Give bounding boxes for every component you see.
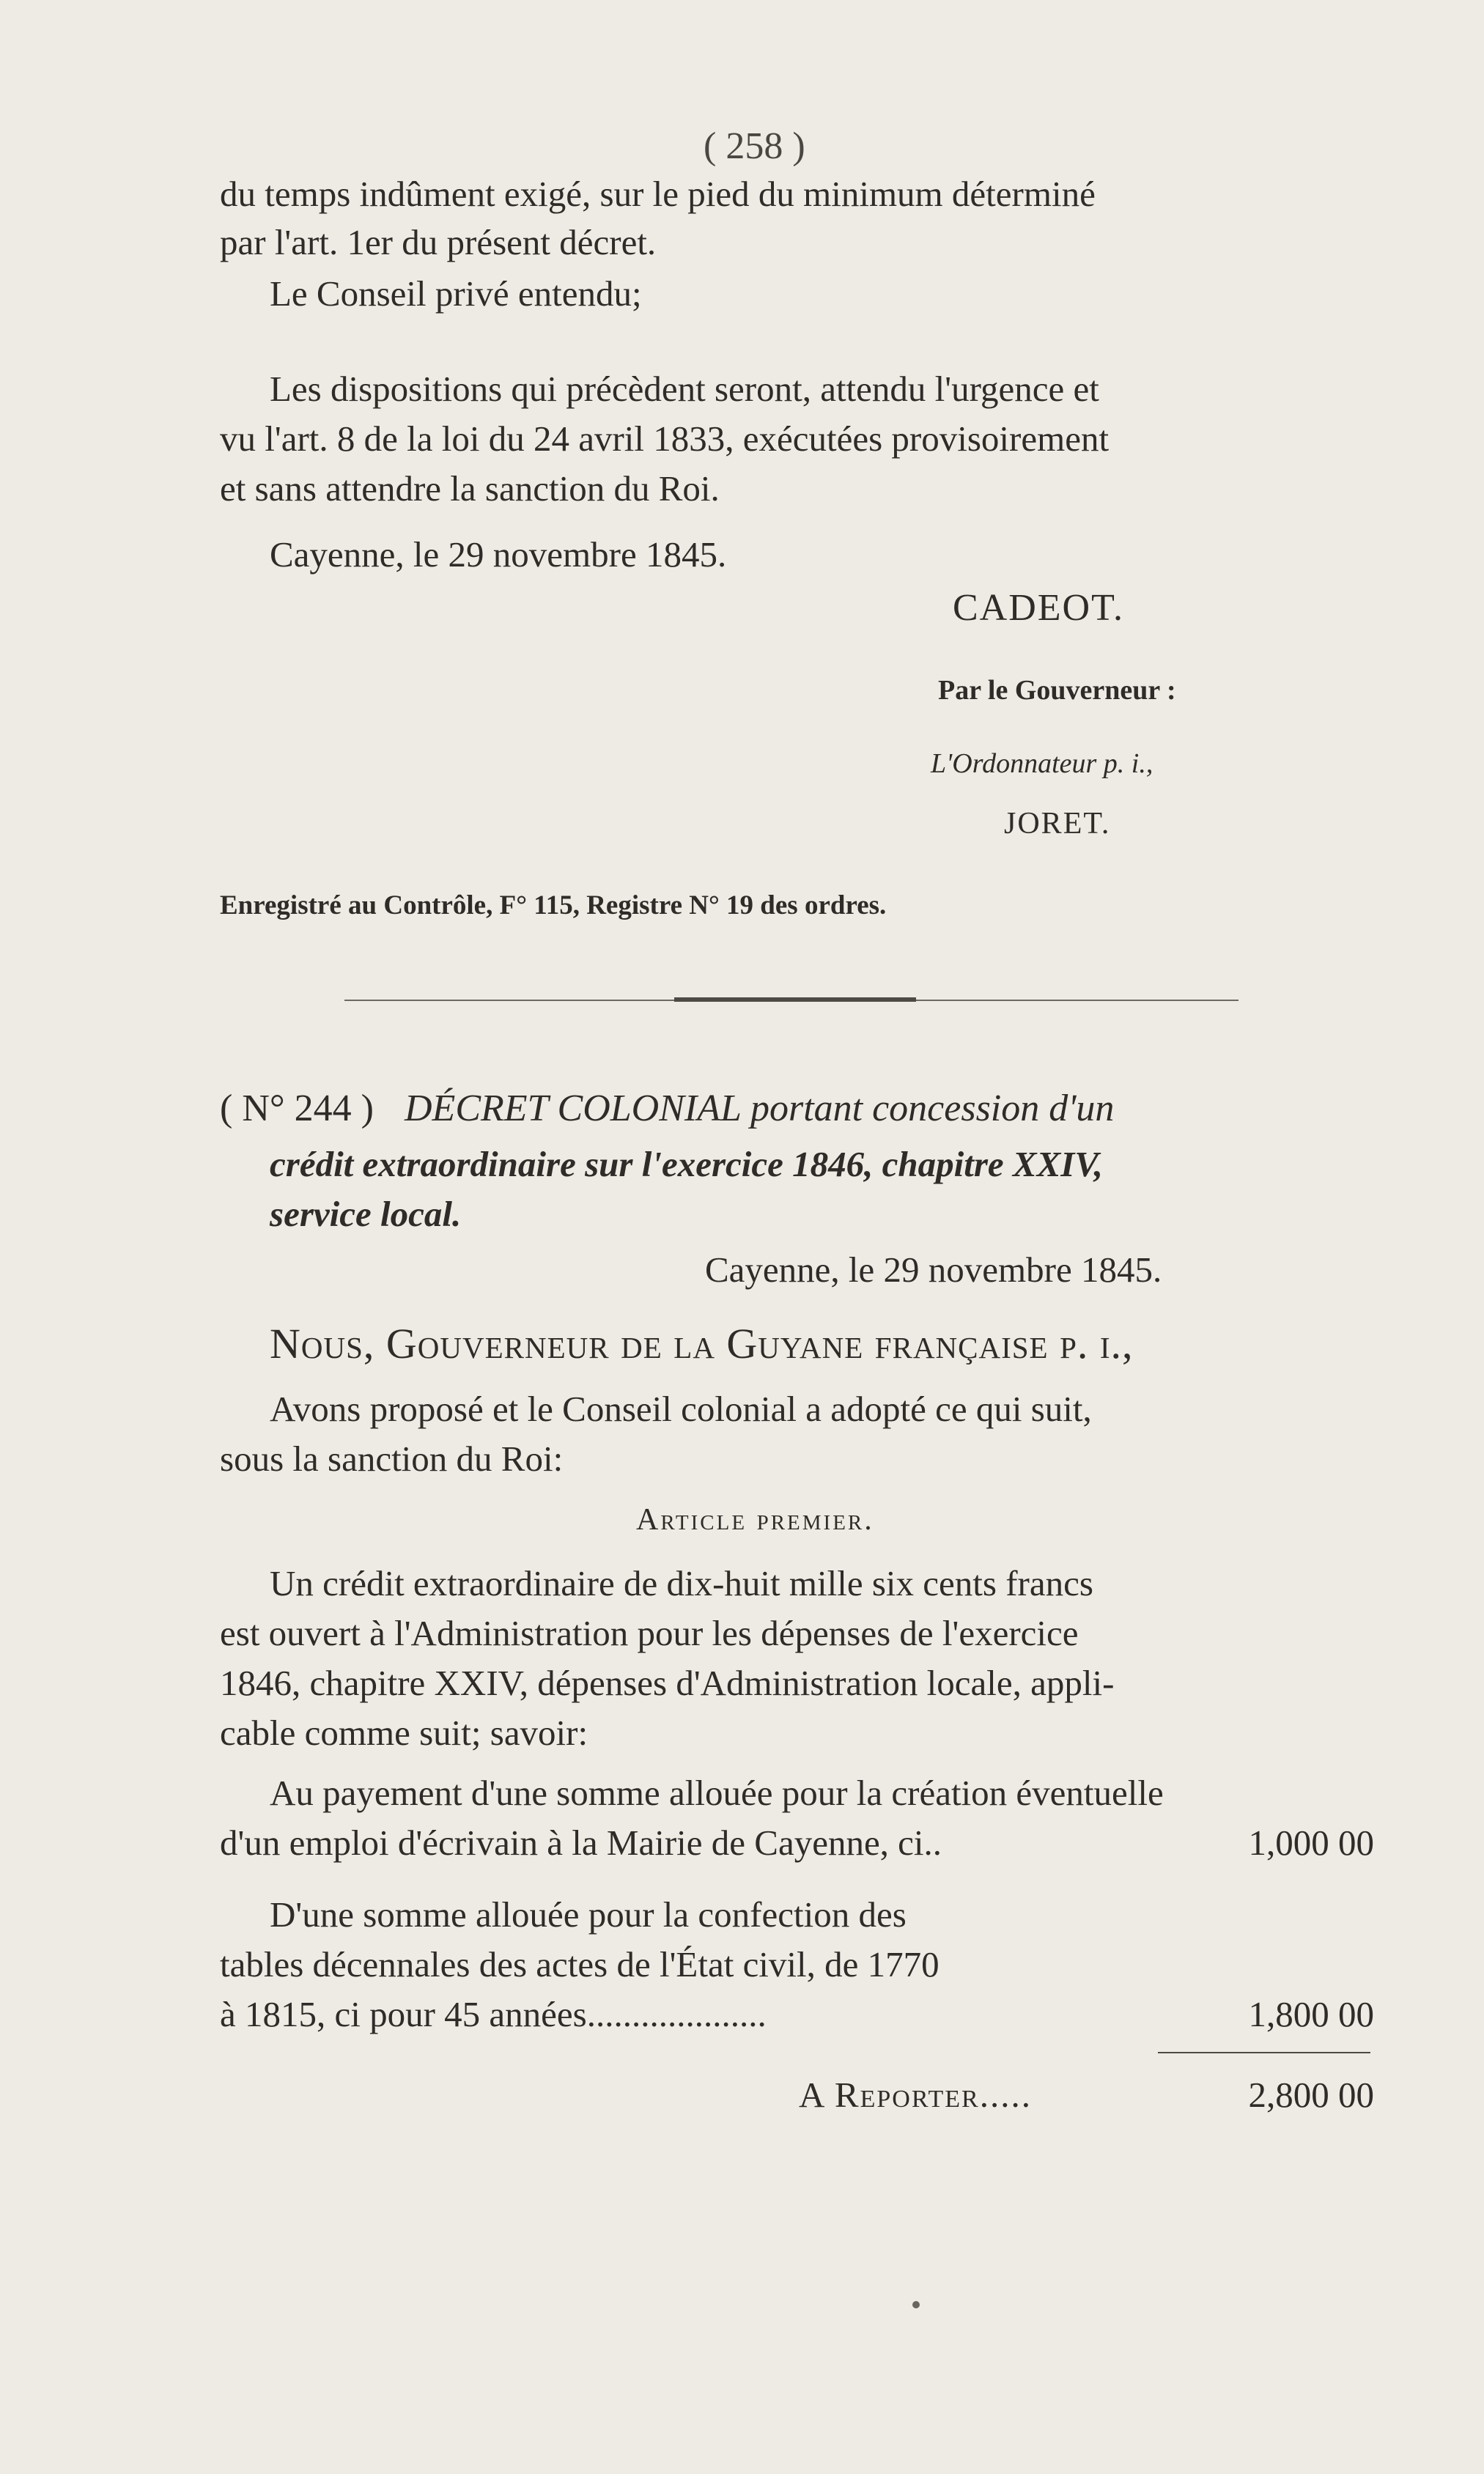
credit-line-3: 1846, chapitre XXIV, dépenses d'Administration locale, appli- [220,1663,1115,1703]
ordonnateur-line: L'Ordonnateur p. i., [931,748,1153,779]
item-1-line-1: Au payement d'une somme allouée pour la création éventuelle [270,1773,1164,1813]
decree-number: ( N° 244 ) [220,1088,374,1129]
a-reporter-label: A Reporter..... [799,2075,1032,2115]
previous-decree-line-2: par l'art. 1er du présent décret. [220,222,657,262]
dispositions-line-2: vu l'art. 8 de la loi du 24 avril 1833, exécutées provisoirement [220,418,1110,459]
nous-gouverneur-line [270,1319,1134,1368]
previous-decree-line-1: du temps indûment exigé, sur le pied du minimum déterminé [220,174,1096,214]
credit-line-1: Un crédit extraordinaire de dix-huit mille six cents francs [270,1563,1093,1603]
item-2-amount: 1,800 00 [1248,1994,1374,2034]
avons-propose-line-2: sous la sanction du Roi: [220,1439,564,1479]
place-date-line: Cayenne, le 29 novembre 1845. [270,534,727,575]
item-2-line-1: D'une somme allouée pour la confection des [270,1894,907,1935]
decree-title-line-1: DÉCRET COLONIAL portant concession d'un [405,1088,1115,1129]
nous-gouverneur-text: Nous, Gouverneur de la Guyane française p. i., [270,1320,1134,1367]
avons-propose-line-1: Avons proposé et le Conseil colonial a adopté ce qui suit, [270,1389,1092,1429]
section-divider-thick [674,997,916,1002]
subtotal-rule [1158,2052,1370,2053]
signature-cadeot: CADEOT. [953,587,1125,629]
credit-line-2: est ouvert à l'Administration pour les dépenses de l'exercice [220,1613,1079,1653]
decree-place-date: Cayenne, le 29 novembre 1845. [705,1249,1162,1290]
item-2-line-3: à 1815, ci pour 45 années.................... [220,1994,767,2034]
article-premier-heading: Article premier. [636,1503,874,1537]
dispositions-line-1: Les dispositions qui précèdent seront, attendu l'urgence et [270,369,1099,409]
a-reporter-amount: 2,800 00 [1248,2075,1374,2115]
par-le-gouverneur: Par le Gouverneur : [938,675,1176,706]
conseil-prive-line: Le Conseil privé entendu; [270,273,642,314]
dispositions-line-3: et sans attendre la sanction du Roi. [220,468,720,509]
credit-line-4: cable comme suit; savoir: [220,1713,588,1753]
item-1-amount: 1,000 00 [1248,1823,1374,1863]
item-1-line-2: d'un emploi d'écrivain à la Mairie de Cayenne, ci.. [220,1823,942,1863]
decree-title-line-3: service local. [270,1194,462,1234]
item-2-line-2: tables décennales des actes de l'État civil, de 1770 [220,1944,940,1984]
signature-joret: JORET. [1004,807,1111,841]
decree-title-line-2: crédit extraordinaire sur l'exercice 1846, chapitre XXIV, [270,1144,1103,1184]
page-number: ( 258 ) [704,125,805,167]
enregistre-line: Enregistré au Contrôle, F° 115, Registre N° 19 des ordres. [220,890,887,920]
paper-speck [912,2301,920,2308]
